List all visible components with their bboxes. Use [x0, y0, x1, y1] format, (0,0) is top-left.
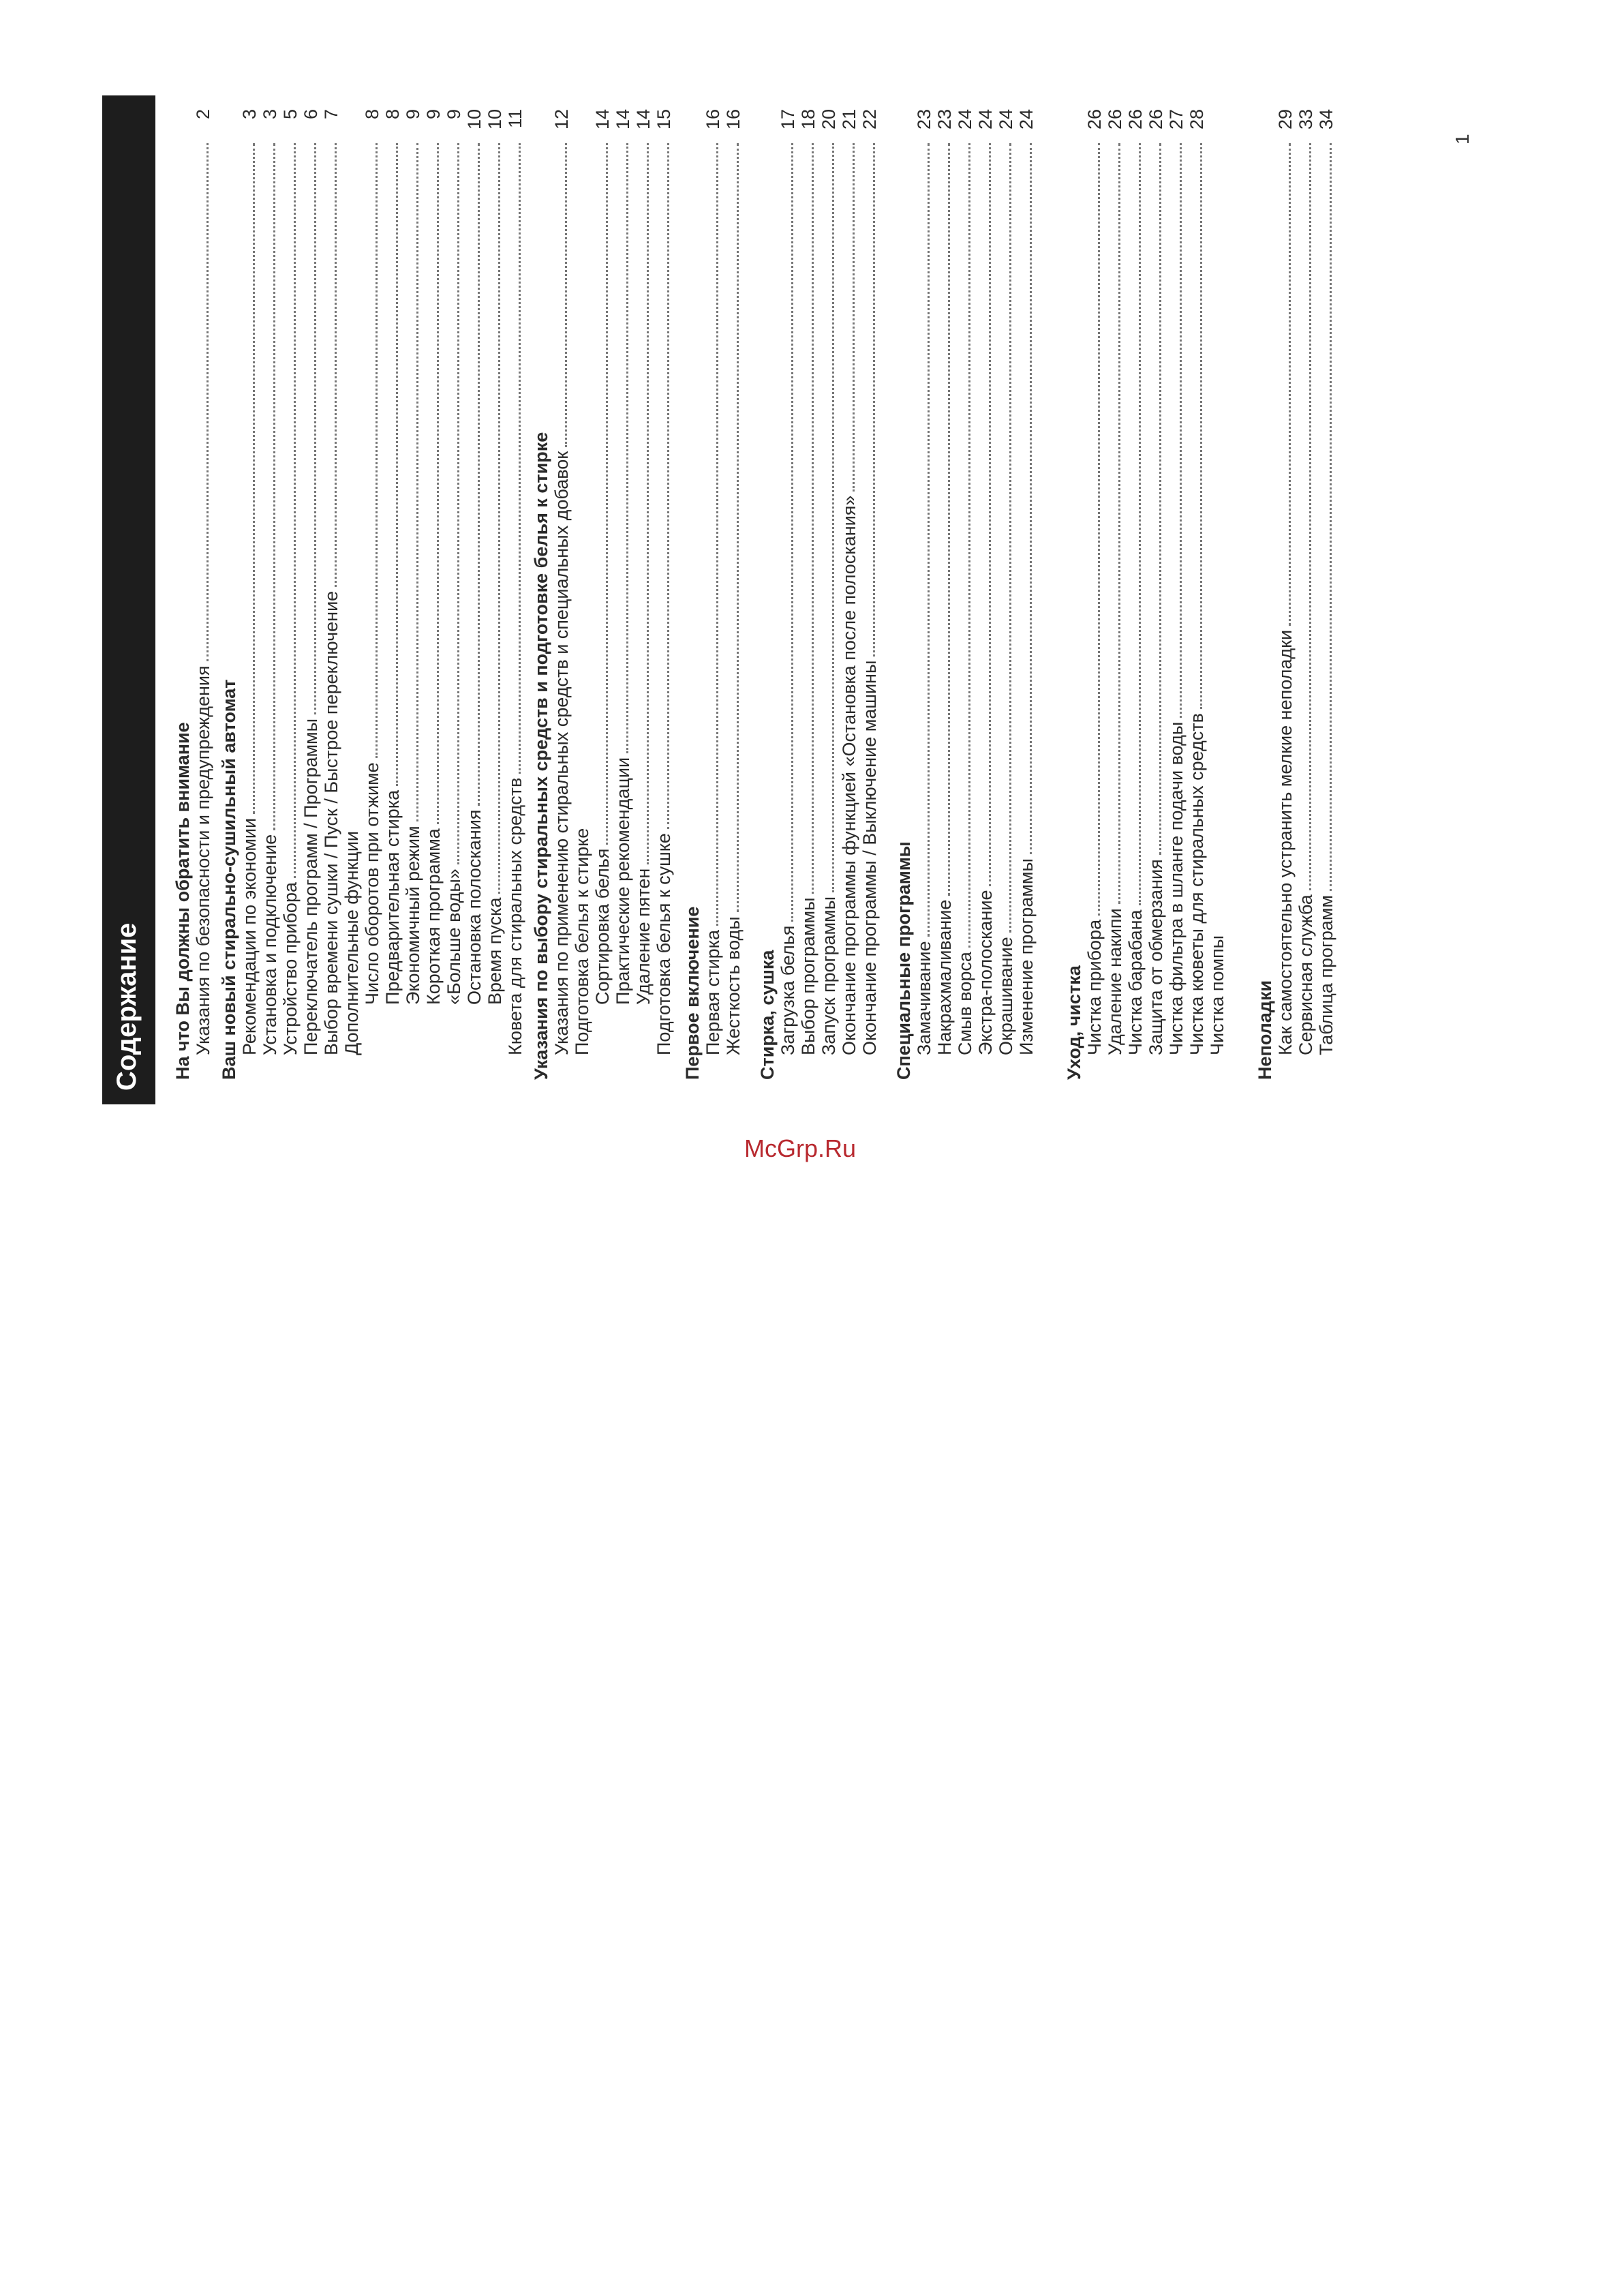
dot-leader — [733, 143, 739, 912]
toc-entry — [797, 109, 819, 1104]
dot-leader — [269, 143, 275, 830]
toc-entry-text: Рекомендации по экономии — [239, 817, 260, 1055]
toc-entry — [859, 109, 881, 1104]
toc-entry — [722, 109, 744, 1104]
dot-leader — [453, 143, 459, 864]
toc-entry — [1015, 109, 1037, 1104]
toc-entry-text: Стирка, сушка — [757, 950, 778, 1080]
toc-page-number: 9 — [423, 109, 444, 120]
dot-leader — [1114, 143, 1120, 904]
toc-entry-text: Установка и подключение — [260, 834, 280, 1055]
toc-entry — [443, 109, 465, 1104]
toc-heading — [893, 109, 915, 1104]
toc-entry — [484, 109, 506, 1104]
toc-entry-text: Подготовка белья к стирке — [572, 828, 592, 1055]
toc-entry-text: Окончание программы / Выключение машины — [859, 660, 880, 1055]
toc-heading — [218, 109, 240, 1104]
toc-entry-text: Чистка фильтра в шланге подачи воды — [1166, 721, 1187, 1055]
toc-page-number: 9 — [444, 109, 464, 120]
dot-leader — [412, 143, 418, 821]
toc-entry-text: «Больше воды» — [444, 868, 464, 1005]
toc-entry-text: Таблица программ — [1316, 894, 1336, 1055]
toc-entry — [192, 109, 214, 1104]
toc-entry — [612, 109, 634, 1104]
dot-leader — [964, 143, 970, 948]
toc-entry — [838, 109, 860, 1104]
toc-page-number: 21 — [839, 109, 859, 130]
toc-page-number: 28 — [1187, 109, 1207, 130]
dot-leader — [1094, 143, 1100, 916]
toc-page-number: 26 — [1105, 109, 1125, 130]
toc-entry — [1206, 109, 1228, 1104]
toc-page-number: 3 — [260, 109, 280, 120]
toc-entry — [402, 109, 424, 1104]
toc-entry-text: Сортировка белья — [592, 848, 613, 1005]
dot-leader — [1176, 143, 1182, 718]
page-number: 1 — [1452, 134, 1473, 145]
toc-page-number: 16 — [723, 109, 744, 130]
toc-entry-text: Защита от обмерзания — [1146, 859, 1166, 1055]
dot-leader — [494, 143, 500, 894]
toc-entry-text: Неполадки — [1255, 980, 1275, 1080]
toc-page-number: 12 — [551, 109, 572, 130]
toc-entry — [1274, 109, 1296, 1104]
toc-entry-text: Чистка кюветы для стиральных средств — [1187, 712, 1207, 1055]
toc-entry-text: Окончание программы функцией «Остановка после полоскания» — [839, 495, 859, 1055]
dot-leader — [1005, 143, 1011, 933]
watermark-text: McGrp.Ru — [744, 1134, 857, 1162]
toc-entry-text: Кювета для стиральных средств — [505, 777, 525, 1055]
toc-entry — [913, 109, 935, 1104]
toc-page-number: 14 — [633, 109, 654, 130]
toc-entry-text: Уход, чистка — [1064, 965, 1084, 1080]
toc-page-number: 17 — [778, 109, 798, 130]
toc-page-number: 3 — [239, 109, 260, 120]
toc-heading — [1063, 109, 1085, 1104]
dot-leader — [474, 143, 480, 806]
toc-entry — [1295, 109, 1317, 1104]
toc-entry — [551, 109, 572, 1104]
dot-leader — [433, 143, 439, 824]
dot-leader — [1135, 143, 1141, 905]
dot-leader — [1155, 143, 1161, 855]
toc-entry-text: Остановка полоскания — [464, 809, 485, 1005]
toc-entry-text: Изменение программы — [1016, 858, 1037, 1055]
toc-entry — [653, 109, 675, 1104]
dot-leader — [1305, 143, 1311, 890]
toc-entry — [934, 109, 955, 1104]
toc-entry — [279, 109, 301, 1104]
dot-leader — [310, 143, 316, 714]
toc-entry — [300, 109, 322, 1104]
toc-entry-text: Практические рекомендации — [613, 757, 633, 1005]
toc-entry — [954, 109, 976, 1104]
toc-entry-text: Указания по выбору стиральных средств и подготовке белья к стирке — [531, 432, 551, 1080]
toc-entry-text: Жесткость воды — [723, 916, 744, 1055]
toc-entry — [1315, 109, 1337, 1104]
dot-leader — [1196, 143, 1202, 709]
dot-leader — [1285, 143, 1291, 626]
toc-entry-text: Выбор времени сушки / Пуск / Быстрое переключение — [321, 590, 341, 1055]
toc-heading — [530, 109, 552, 1104]
toc-entry — [702, 109, 724, 1104]
toc-entry-text: Как самостоятельно устранить мелкие неполадки — [1275, 629, 1296, 1055]
dot-leader — [331, 143, 337, 587]
toc-entry-text: Выбор программы — [798, 897, 818, 1055]
toc-heading — [172, 109, 194, 1104]
toc-entry — [239, 109, 260, 1104]
toc-page-number: 26 — [1084, 109, 1105, 130]
toc-entry — [777, 109, 799, 1104]
toc-page-number: 22 — [859, 109, 880, 130]
toc-entry-text: Сервисная служба — [1296, 894, 1316, 1055]
dot-leader — [371, 143, 378, 758]
toc-page-number: 8 — [362, 109, 382, 120]
page-title: Содержание — [112, 922, 142, 1091]
toc-entry — [1124, 109, 1146, 1104]
toc-page-number: 16 — [703, 109, 723, 130]
toc-entry-text: Загрузка белья — [778, 925, 798, 1055]
toc-entry — [571, 109, 593, 1104]
toc-entry — [259, 109, 281, 1104]
toc-entry-text: Удаление пятен — [633, 868, 654, 1005]
toc-page-number: 27 — [1166, 109, 1187, 130]
toc-entry-text: Чистка барабана — [1125, 909, 1146, 1055]
toc-entry-text: Указания по применению стиральных средств и специальных добавок — [551, 451, 572, 1055]
toc-entry — [320, 109, 342, 1104]
dot-leader — [249, 143, 255, 814]
toc-page-number: 33 — [1296, 109, 1316, 130]
toc-entry-text: Подготовка белья к сушке — [654, 833, 674, 1055]
toc-entry — [1186, 109, 1208, 1104]
toc-entry-text: Накрахмаливание — [934, 899, 955, 1055]
table-of-contents — [102, 95, 1452, 1104]
toc-entry-text: Окрашивание — [996, 937, 1016, 1055]
toc-entry-text: Дополнительные функции — [341, 831, 362, 1055]
toc-entry — [463, 109, 485, 1104]
toc-entry-text: Время пуска — [485, 897, 505, 1005]
toc-page-number: 24 — [955, 109, 975, 130]
toc-entry-text: Переключатель программ / Программы — [301, 719, 321, 1055]
toc-page-number: 14 — [592, 109, 613, 130]
dot-leader — [622, 143, 628, 753]
toc-page-number: 6 — [301, 109, 321, 120]
toc-entry-text: Чистка помпы — [1207, 935, 1227, 1055]
toc-entry — [1145, 109, 1167, 1104]
toc-entry — [975, 109, 996, 1104]
toc-page-number: 23 — [914, 109, 934, 130]
toc-entry-text: Удаление накипи — [1105, 908, 1125, 1055]
toc-entry-text: Запуск программы — [818, 896, 839, 1055]
toc-entry — [1104, 109, 1126, 1104]
toc-entry — [1165, 109, 1187, 1104]
dot-leader — [787, 143, 793, 922]
toc-entry-text: Первое включение — [682, 906, 703, 1080]
toc-page-number: 29 — [1275, 109, 1296, 130]
toc-page-number: 26 — [1125, 109, 1146, 130]
toc-page-number: 34 — [1316, 109, 1336, 130]
toc-page-number: 2 — [193, 109, 213, 120]
dot-leader — [869, 143, 875, 656]
toc-entry-text: Предварительная стирка — [382, 789, 403, 1005]
toc-entry — [632, 109, 654, 1104]
toc-entry-text: Число оборотов при отжиме — [362, 762, 382, 1005]
toc-entry-text: Короткая программа — [423, 828, 444, 1005]
dot-leader — [561, 143, 567, 447]
toc-entry — [1084, 109, 1105, 1104]
dot-leader — [643, 143, 649, 864]
dot-leader — [1026, 143, 1032, 854]
toc-entry-text: Экстра-полоскание — [975, 890, 996, 1055]
toc-page-number: 24 — [975, 109, 996, 130]
toc-entry — [341, 109, 363, 1104]
toc-entry-text: Устройство прибора — [280, 882, 301, 1055]
toc-entry-text: Указания по безопасности и предупреждения — [193, 665, 213, 1055]
toc-page-number: 23 — [934, 109, 955, 130]
toc-page-number: 5 — [280, 109, 301, 120]
dot-leader — [1326, 143, 1332, 891]
toc-page-number: 10 — [485, 109, 505, 130]
toc-entry-text: Замачивание — [914, 941, 934, 1055]
dot-leader — [848, 143, 855, 492]
toc-entry — [592, 109, 613, 1104]
toc-page-number: 20 — [818, 109, 839, 130]
toc-entry-text: Первая стирка — [703, 929, 723, 1055]
toc-page-number: 14 — [613, 109, 633, 130]
toc-page-number: 26 — [1146, 109, 1166, 130]
toc-entry — [382, 109, 403, 1104]
toc-entry-text: Специальные программы — [893, 841, 914, 1080]
toc-page-number: 9 — [403, 109, 423, 120]
toc-page-number: 18 — [798, 109, 818, 130]
toc-page-number: 15 — [654, 109, 674, 130]
toc-page-number: 7 — [321, 109, 341, 120]
dot-leader — [515, 143, 521, 774]
toc-entry-text: Ваш новый стирально-сушильный автомат — [219, 679, 239, 1080]
toc-entry-text: На что Вы должны обратить внимание — [172, 722, 193, 1080]
toc-heading — [1254, 109, 1276, 1104]
toc-entry — [995, 109, 1017, 1104]
toc-page-number: 10 — [464, 109, 485, 130]
toc-page-number: 24 — [996, 109, 1016, 130]
dot-leader — [392, 143, 398, 786]
toc-heading — [756, 109, 778, 1104]
toc-entry — [504, 109, 526, 1104]
dot-leader — [944, 143, 950, 896]
dot-leader — [712, 143, 718, 926]
dot-leader — [202, 143, 209, 661]
dot-leader — [808, 143, 814, 894]
toc-page-number: 24 — [1016, 109, 1037, 130]
toc-entry — [361, 109, 383, 1104]
dot-leader — [290, 143, 296, 878]
toc-page-number: 8 — [382, 109, 403, 120]
toc-heading — [682, 109, 703, 1104]
title-bar — [102, 95, 155, 1104]
toc-entry-text: Экономичный режим — [403, 826, 423, 1005]
toc-page-number: 11 — [505, 109, 525, 129]
dot-leader — [602, 143, 608, 845]
dot-leader — [923, 143, 930, 937]
dot-leader — [828, 143, 834, 892]
toc-entry-text: Чистка прибора — [1084, 919, 1105, 1055]
toc-entry-text: Смыв ворса — [955, 952, 975, 1055]
dot-leader — [663, 143, 669, 829]
toc-entry — [423, 109, 444, 1104]
toc-entry — [818, 109, 840, 1104]
dot-leader — [985, 143, 991, 886]
